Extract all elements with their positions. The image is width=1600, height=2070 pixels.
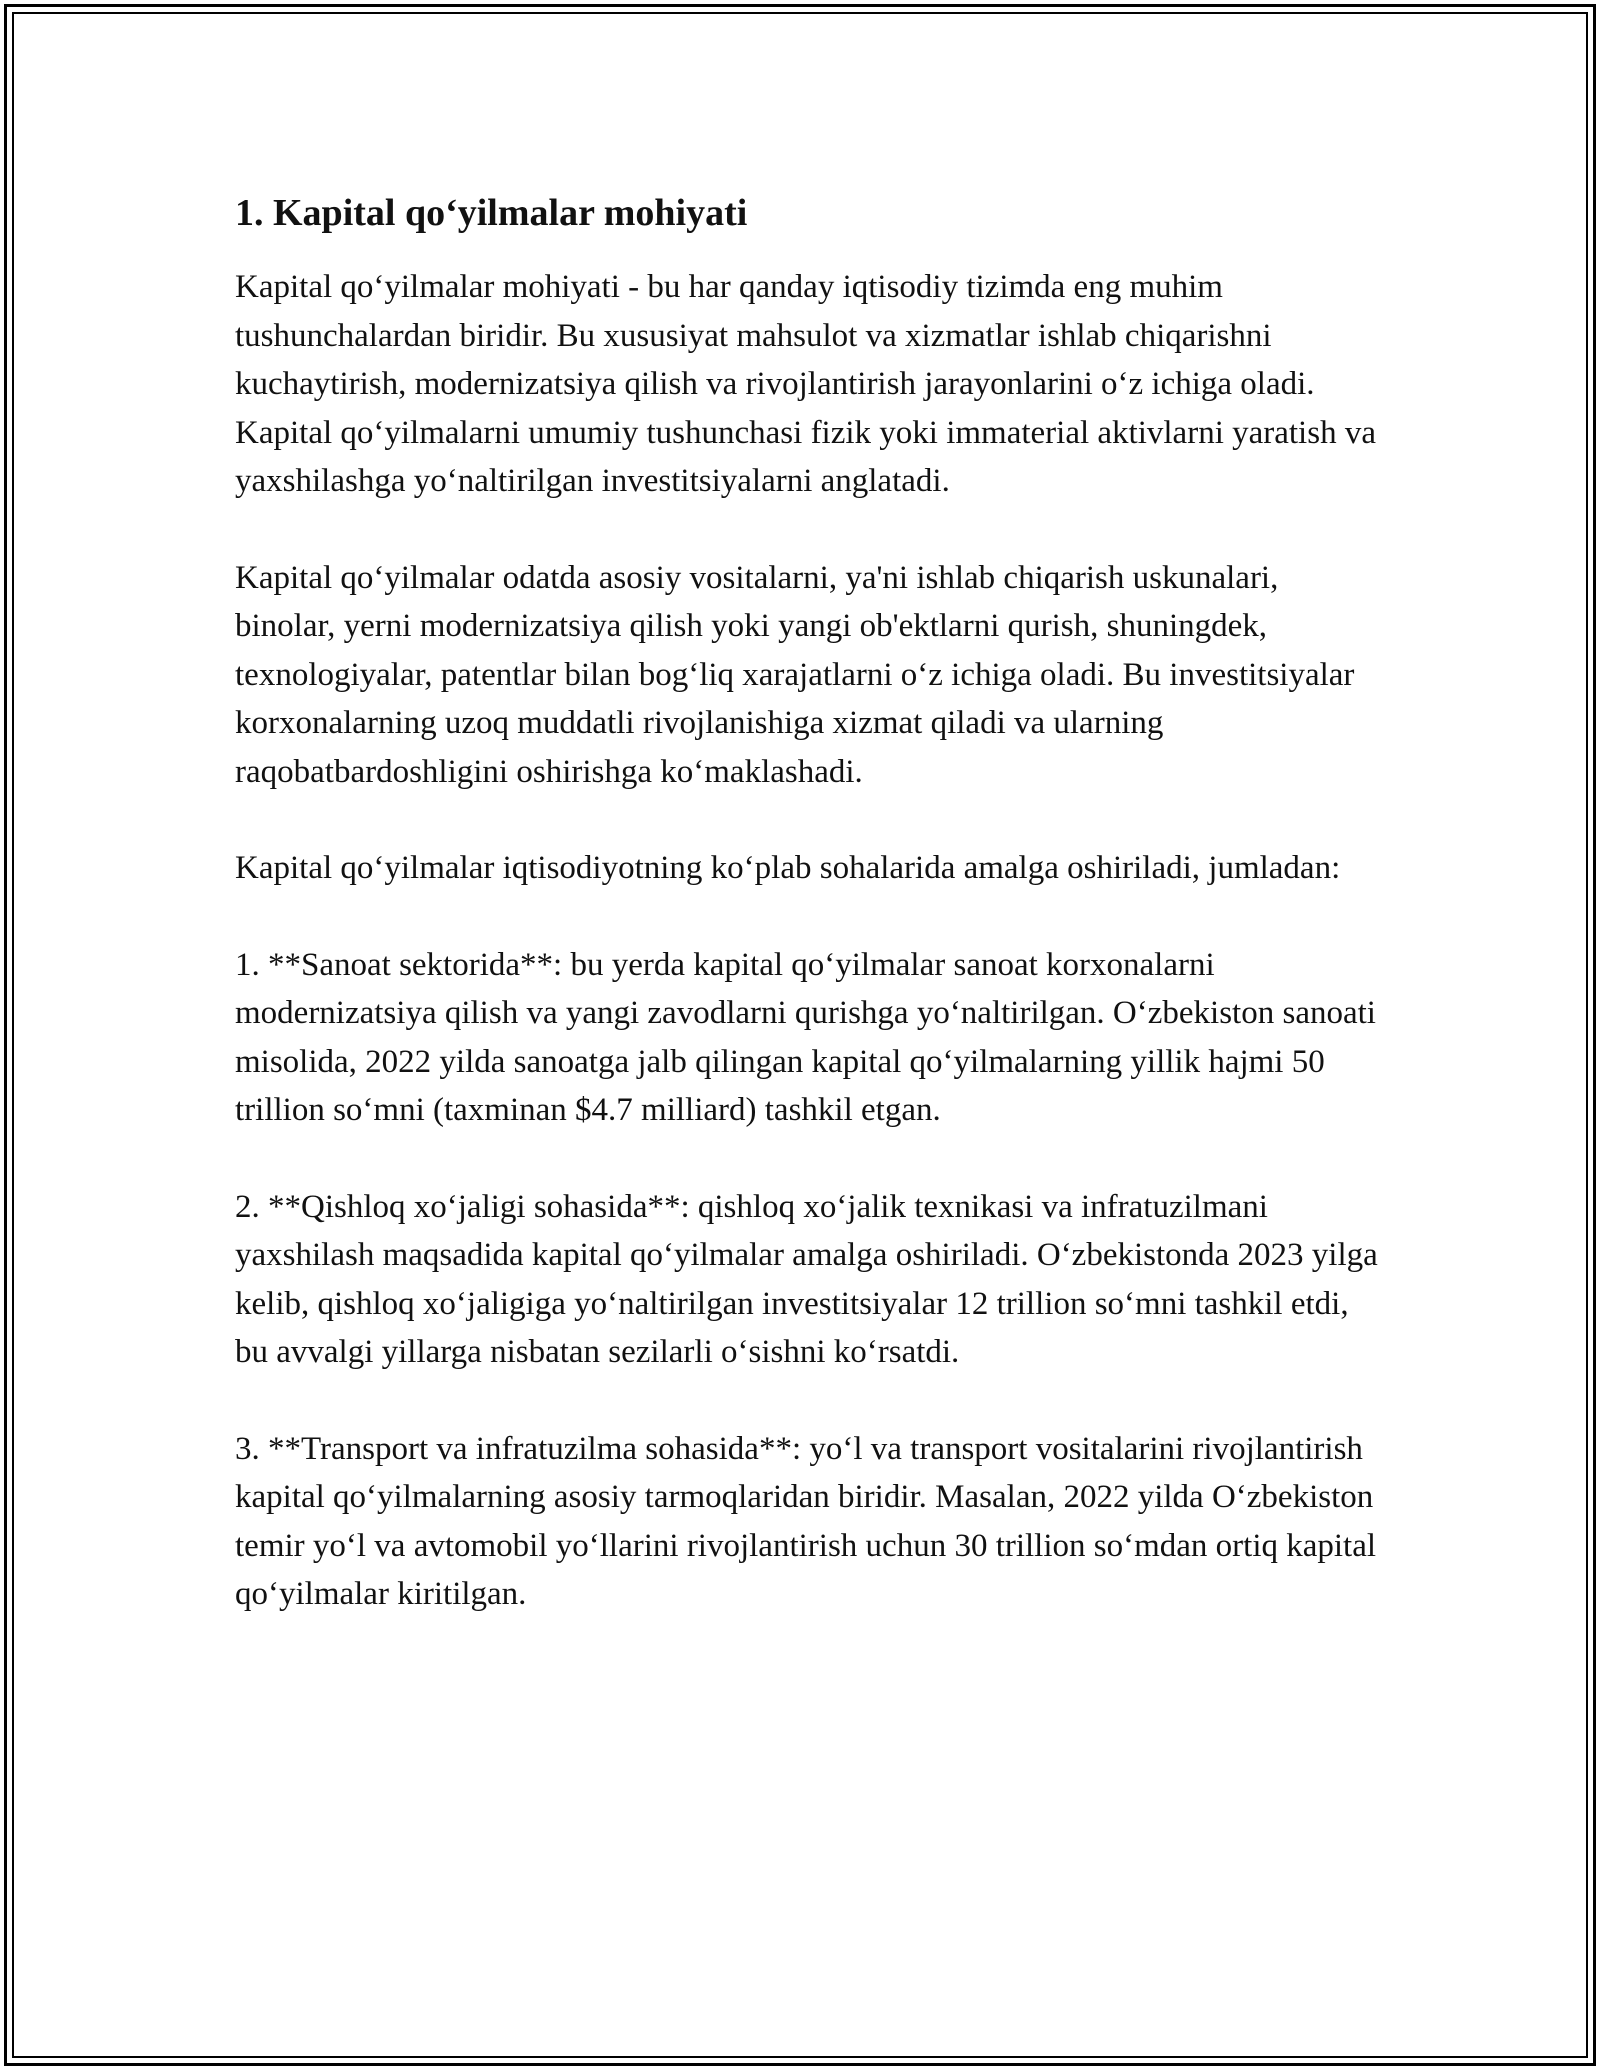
paragraph-intro: Kapital qo‘yilmalar mohiyati - bu har qanday iqtisodiy tizimda eng muhim tushunchalardan biridir. Bu xususiyat mahsulot va xizmatlar ishlab chiqarishni kuchaytirish, modernizatsiya qilish va rivojlantirish jarayonlarini o‘z ichiga oladi. Kapital qo‘yilmalarni umumiy tushunchasi fizik yoki immaterial aktivlarni yaratish va yaxshilashga yo‘naltirilgan investitsiyalarni anglatadi.	[235, 269, 1376, 499]
paragraph-fixed-assets: Kapital qo‘yilmalar odatda asosiy vositalarni, ya'ni ishlab chiqarish uskunalari, binolar, yerni modernizatsiya qilish yoki yangi ob'ektlarni qurish, shuningdek, texnologiyalar, patentlar bilan bog‘liq xarajatlarni o‘z ichiga oladi. Bu investitsiyalar korxonalarning uzoq muddatli rivojlanishiga xizmat qiladi va ularning raqobatbardoshligini oshirishga ko‘maklashadi.	[235, 559, 1355, 790]
list-item-agriculture: 2. **Qishloq xo‘jaligi sohasida**: qishloq xo‘jalik texnikasi va infratuzilmani yaxshilash maqsadida kapital qo‘yilmalar amalga oshiriladi. O‘zbekistonda 2023 yilga kelib, qishloq xo‘jaligiga yo‘naltirilgan investitsiyalar 12 trillion so‘mni tashkil etdi, bu avvalgi yillarga nisbatan sezilarli o‘sishni ko‘rsatdi.	[235, 1188, 1378, 1370]
list-item-industry: 1. **Sanoat sektorida**: bu yerda kapital qo‘yilmalar sanoat korxonalarni modernizatsiya qilish va yangi zavodlarni qurishga yo‘naltirilgan. O‘zbekiston sanoati misolida, 2022 yilda sanoatga jalb qilingan kapital qo‘yilmalarning yillik hajmi 50 trillion so‘mni (taxminan $4.7 milliard) tashkil etgan.	[235, 946, 1376, 1128]
paragraph-sectors-intro: Kapital qo‘yilmalar iqtisodiyotning ko‘plab sohalarida amalga oshiriladi, jumladan:	[235, 850, 1341, 886]
list-item-transport: 3. **Transport va infratuzilma sohasida**: yo‘l va transport vositalarini rivojlantirish kapital qo‘yilmalarning asosiy tarmoqlaridan biridir. Masalan, 2022 yilda O‘zbekiston temir yo‘l va avtomobil yo‘llarini rivojlantirish uchun 30 trillion so‘mdan ortiq kapital qo‘yilmalar kiritilgan.	[235, 1430, 1377, 1612]
section-heading: 1. Kapital qo‘yilmalar mohiyati	[235, 192, 748, 234]
document-body	[235, 185, 1380, 1667]
